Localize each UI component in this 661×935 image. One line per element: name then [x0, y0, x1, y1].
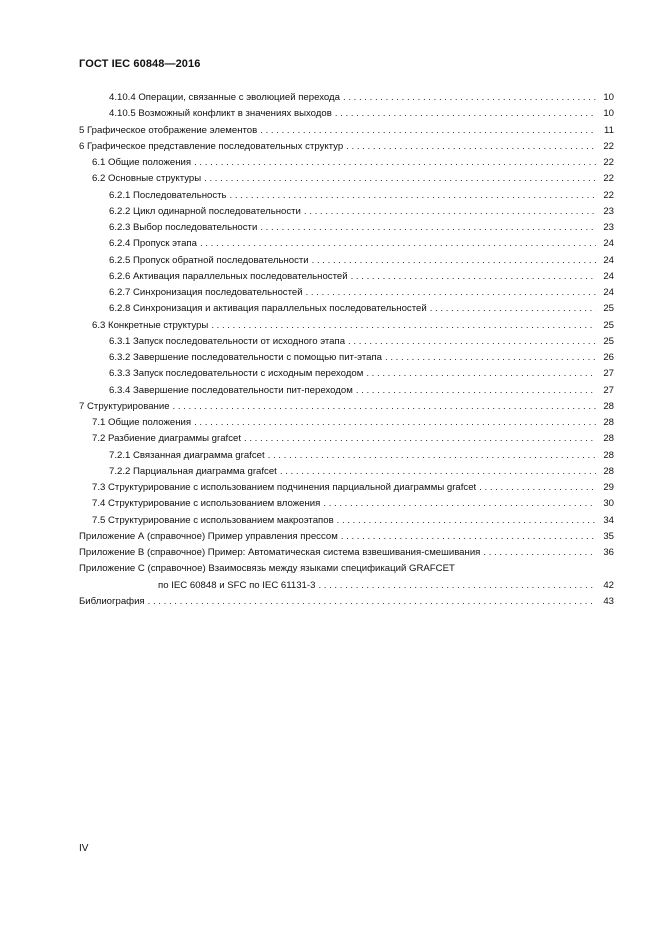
toc-entry-page: 28: [603, 465, 614, 477]
toc-entry-title: 6.2.1 Последовательность: [109, 189, 227, 201]
toc-entry-title: по IEC 60848 и SFC по IEC 61131-3: [158, 579, 316, 591]
toc-row: [0, 545, 661, 561]
toc-row: [0, 399, 661, 415]
toc-entry-title: 6.2 Основные структуры: [92, 173, 202, 185]
toc-entry-page: 24: [603, 238, 614, 250]
toc-row: [0, 415, 661, 431]
toc-entry[interactable]: [92, 318, 614, 334]
toc-entry-title: Приложение В (справочное) Пример: Автоматическая система взвешивания-смешивания: [79, 547, 481, 558]
toc-row: [0, 561, 661, 577]
toc-entry-title: 6.2.6 Активация параллельных последовательностей: [109, 270, 348, 282]
toc-entry-title: Приложение А (справочное) Пример управления прессом: [79, 530, 338, 542]
toc-entry-title: 7.5 Структурирование с использованием макроэтапов: [92, 514, 334, 526]
toc-entry[interactable]: [109, 448, 614, 464]
toc-row: [0, 301, 661, 317]
dot-leader: [337, 513, 596, 529]
toc-entry-title: 6.3.2 Завершение последовательности с помощью пит-этапа: [109, 352, 382, 363]
dot-leader: [385, 350, 596, 366]
dot-leader: [268, 448, 596, 464]
toc-row: [0, 366, 661, 382]
toc-entry[interactable]: [109, 106, 614, 122]
toc-entry-page: 25: [603, 303, 614, 315]
toc-entry-page: 42: [603, 579, 614, 591]
toc-entry[interactable]: [109, 350, 614, 366]
dot-leader: [323, 496, 596, 512]
toc-entry-page: 30: [603, 498, 614, 510]
toc-entry-page: 35: [603, 530, 614, 542]
toc-entry[interactable]: [109, 285, 614, 301]
toc-entry[interactable]: [109, 188, 614, 204]
dot-leader: [244, 431, 596, 447]
toc-row: [0, 269, 661, 285]
toc-entry[interactable]: [158, 578, 614, 594]
toc-entry-title: 6.2.7 Синхронизация последовательностей: [109, 287, 303, 298]
toc-entry-page: 22: [603, 189, 614, 201]
toc-entry-title: 4.10.5 Возможный конфликт в значениях выходов: [109, 108, 332, 120]
toc-row: [0, 188, 661, 204]
toc-entry-page: 23: [603, 222, 614, 233]
toc-entry-title: 7 Структурирование: [79, 400, 170, 412]
dot-leader: [318, 578, 596, 594]
toc-entry-title: Приложение С (справочное) Взаимосвязь между языками спецификаций GRAFCET: [79, 563, 455, 575]
toc-entry[interactable]: [92, 480, 614, 496]
toc-entry-page: 22: [603, 173, 614, 185]
toc-row: [0, 220, 661, 236]
dot-leader: [230, 188, 596, 204]
toc-entry[interactable]: [109, 269, 614, 285]
toc-entry-page: 43: [603, 595, 614, 607]
toc-entry[interactable]: [92, 513, 614, 529]
toc-entry[interactable]: [109, 220, 614, 236]
dot-leader: [194, 155, 596, 171]
toc-entry[interactable]: [109, 366, 614, 382]
dot-leader: [356, 383, 596, 399]
toc-entry-page: 27: [603, 368, 614, 380]
toc-entry[interactable]: [79, 545, 614, 561]
toc-row: [0, 236, 661, 252]
toc-entry-title: 6.3 Конкретные структуры: [92, 319, 209, 331]
toc-entry[interactable]: [109, 334, 614, 350]
dot-leader: [260, 123, 596, 139]
toc-row: [0, 578, 661, 594]
toc-row: [0, 106, 661, 122]
dot-leader: [343, 90, 596, 106]
page-number: IV: [79, 843, 89, 854]
toc-entry[interactable]: [79, 399, 614, 415]
toc-entry[interactable]: [92, 496, 614, 512]
toc-entry-page: 22: [603, 140, 614, 152]
toc-row: [0, 464, 661, 480]
toc-entry-title: 7.4 Структурирование с использованием вложения: [92, 498, 321, 510]
toc-entry[interactable]: [109, 383, 614, 399]
dot-leader: [312, 253, 596, 269]
toc-entry-page: 28: [603, 449, 614, 461]
toc-entry[interactable]: [109, 204, 614, 220]
toc-row: [0, 496, 661, 512]
dot-leader: [366, 366, 596, 382]
toc-row: [0, 334, 661, 350]
toc-entry-page: 25: [603, 319, 614, 331]
document-header: ГОСТ IEC 60848—2016: [79, 58, 201, 70]
toc-row: [0, 513, 661, 529]
toc-entry-page: 29: [603, 482, 614, 493]
toc-entry-title: 6.1 Общие положения: [92, 157, 192, 168]
dot-leader: [204, 171, 596, 187]
toc-row: [0, 431, 661, 447]
toc-row: [0, 480, 661, 496]
dot-leader: [351, 269, 596, 285]
toc-row: [0, 448, 661, 464]
toc-entry-page: 24: [603, 270, 614, 282]
toc-entry-page: 10: [603, 92, 614, 103]
toc-entry-title: 7.2.2 Парциальная диаграмма grafcet: [109, 465, 277, 477]
toc-entry-page: 23: [603, 205, 614, 217]
toc-entry-page: 10: [603, 108, 614, 120]
toc-row: [0, 204, 661, 220]
toc-entry-page: 36: [603, 547, 614, 558]
dot-leader: [304, 204, 596, 220]
dot-leader: [200, 236, 596, 252]
toc-entry[interactable]: [92, 431, 614, 447]
toc-entry-title: 6.3.4 Завершение последовательности пит-переходом: [109, 384, 353, 396]
toc-entry-page: 24: [603, 254, 614, 266]
toc-entry[interactable]: [79, 594, 614, 610]
toc-entry-page: 26: [603, 352, 614, 363]
toc-entry-title: 6.2.4 Пропуск этапа: [109, 238, 197, 250]
toc-entry[interactable]: [79, 139, 614, 155]
toc-row: [0, 529, 661, 545]
toc-entry[interactable]: [92, 171, 614, 187]
toc-entry-page: 11: [604, 124, 614, 136]
dot-leader: [306, 285, 596, 301]
toc-entry-title: 6.2.5 Пропуск обратной последовательности: [109, 254, 309, 266]
dot-leader: [346, 139, 596, 155]
toc-row: [0, 383, 661, 399]
toc-entry-title: 6.3.3 Запуск последовательности с исходным переходом: [109, 368, 364, 380]
toc-entry-title: 6 Графическое представление последовательных структур: [79, 140, 344, 152]
toc-row: [0, 350, 661, 366]
toc-entry-title: 6.3.1 Запуск последовательности от исходного этапа: [109, 335, 346, 347]
toc-entry-page: 22: [603, 157, 614, 168]
toc-entry-page: 27: [603, 384, 614, 396]
dot-leader: [483, 545, 596, 561]
toc-entry[interactable]: [109, 464, 614, 480]
toc-entry-page: 34: [603, 514, 614, 526]
toc-entry-title: 7.2.1 Связанная диаграмма grafcet: [109, 449, 265, 461]
toc-entry[interactable]: [92, 415, 614, 431]
toc-row: [0, 155, 661, 171]
dot-leader: [341, 529, 596, 545]
toc-entry-page: 24: [603, 287, 614, 298]
dot-leader: [479, 480, 596, 496]
toc-entry-page: 28: [603, 417, 614, 428]
toc-entry[interactable]: [109, 301, 614, 317]
toc-entry[interactable]: [79, 123, 614, 139]
toc-row: [0, 285, 661, 301]
toc-entry-title: 6.2.3 Выбор последовательности: [109, 222, 258, 233]
toc-entry-title: 7.1 Общие положения: [92, 417, 192, 428]
toc-row: [0, 171, 661, 187]
toc-entry[interactable]: [109, 90, 614, 106]
dot-leader: [260, 220, 596, 236]
toc-row: [0, 253, 661, 269]
toc-entry[interactable]: [79, 529, 614, 545]
toc-entry[interactable]: [109, 236, 614, 252]
dot-leader: [173, 399, 596, 415]
dot-leader: [335, 106, 596, 122]
toc-entry-title: Библиография: [79, 595, 145, 607]
toc-entry-title: 5 Графическое отображение элементов: [79, 124, 258, 136]
dot-leader: [430, 301, 596, 317]
toc-row: [0, 594, 661, 610]
toc-entry-page: 25: [603, 335, 614, 347]
dot-leader: [194, 415, 596, 431]
toc-entry-title: 7.2 Разбиение диаграммы grafcet: [92, 433, 241, 445]
toc-row: [0, 139, 661, 155]
dot-leader: [148, 594, 596, 610]
dot-leader: [280, 464, 596, 480]
toc-entry-title: 6.2.8 Синхронизация и активация параллельных последовательностей: [109, 303, 427, 315]
toc-entry-title: 6.2.2 Цикл одинарной последовательности: [109, 205, 301, 217]
toc-entry-title: 7.3 Структурирование с использованием подчинения парциальной диаграммы grafcet: [92, 482, 477, 493]
toc-entry-page: 28: [603, 400, 614, 412]
toc-entry-title: 4.10.4 Операции, связанные с эволюцией перехода: [109, 92, 340, 103]
toc-row: [0, 123, 661, 139]
toc-entry-page: 28: [603, 433, 614, 445]
toc-row: [0, 318, 661, 334]
dot-leader: [211, 318, 596, 334]
toc-entry[interactable]: [109, 253, 614, 269]
toc-row: [0, 90, 661, 106]
toc-entry[interactable]: [92, 155, 614, 171]
dot-leader: [348, 334, 596, 350]
